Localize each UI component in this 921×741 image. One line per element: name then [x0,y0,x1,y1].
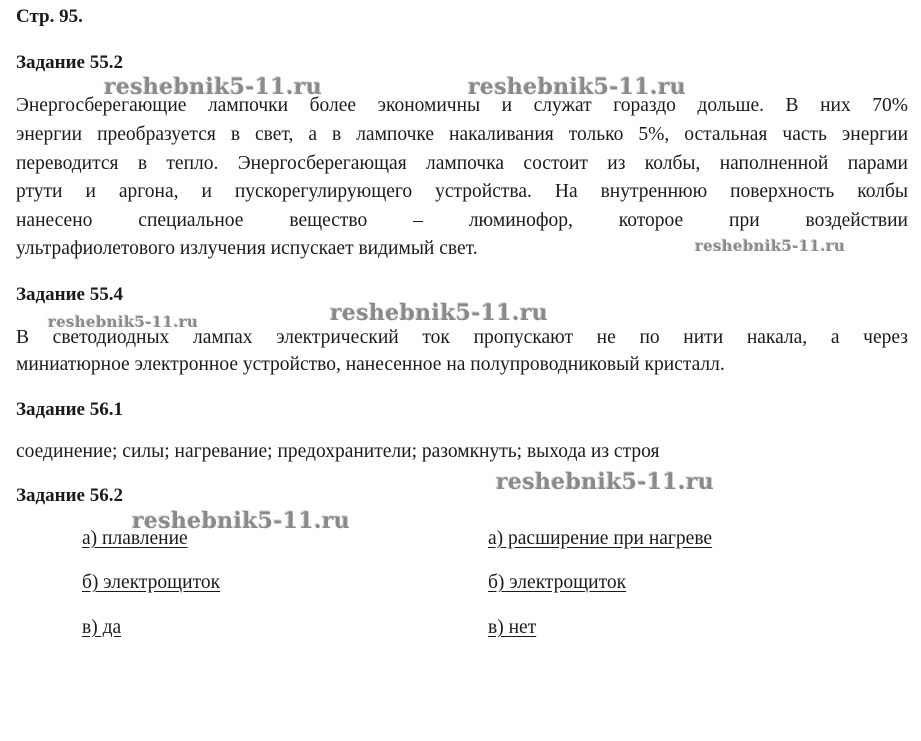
answer-left-c: в) да [82,617,122,638]
paragraph-line: ультрафиолетового излучения испускает видимый свет. [16,238,478,259]
paragraph-line: В светодиодных лампах электрический ток пропускают не по нити накала, а через [16,327,908,348]
answer-left-b: б) электрощиток [82,572,221,593]
paragraph-line: ртути и аргона, и пускорегулирующего устройства. На внутреннюю поверхность колбы [16,181,908,202]
paragraph-line: энергии преобразуется в свет, а в лампочке накаливания только 5%, остальная часть энергии [16,124,908,145]
paragraph-line: переводится в тепло. Энергосберегающая лампочка состоит из колбы, наполненной парами [16,153,908,174]
watermark: reshebnik5-11.ru [330,300,549,326]
watermark: reshebnik5-11.ru [132,508,351,534]
watermark: reshebnik5-11.ru [104,74,323,100]
watermark: reshebnik5-11.ru [48,313,199,331]
answer-right-b: б) электрощиток [488,572,627,593]
paragraph-line: миниатюрное электронное устройство, нанесенное на полупроводниковый кристалл. [16,354,725,375]
watermark: reshebnik5-11.ru [496,469,715,495]
task-heading-56-1: Задание 56.1 [16,399,123,420]
answer-line: соединение; силы; нагревание; предохранители; разомкнуть; выхода из строя [16,441,660,462]
task-heading-56-2: Задание 56.2 [16,485,123,506]
answer-right-a: а) расширение при нагреве [488,528,713,549]
task-heading-55-4: Задание 55.4 [16,284,123,305]
watermark: reshebnik5-11.ru [468,74,687,100]
paragraph-line: Энергосберегающие лампочки более экономичны и служат гораздо дольше. В них 70% [16,95,908,116]
page-number: Стр. 95. [16,6,83,27]
paragraph-line: нанесено специальное вещество – люминофор, которое при воздействии [16,210,908,231]
task-heading-55-2: Задание 55.2 [16,52,123,73]
answer-right-c: в) нет [488,617,537,638]
answer-left-a: а) плавление [82,528,188,549]
watermark: reshebnik5-11.ru [695,237,846,255]
